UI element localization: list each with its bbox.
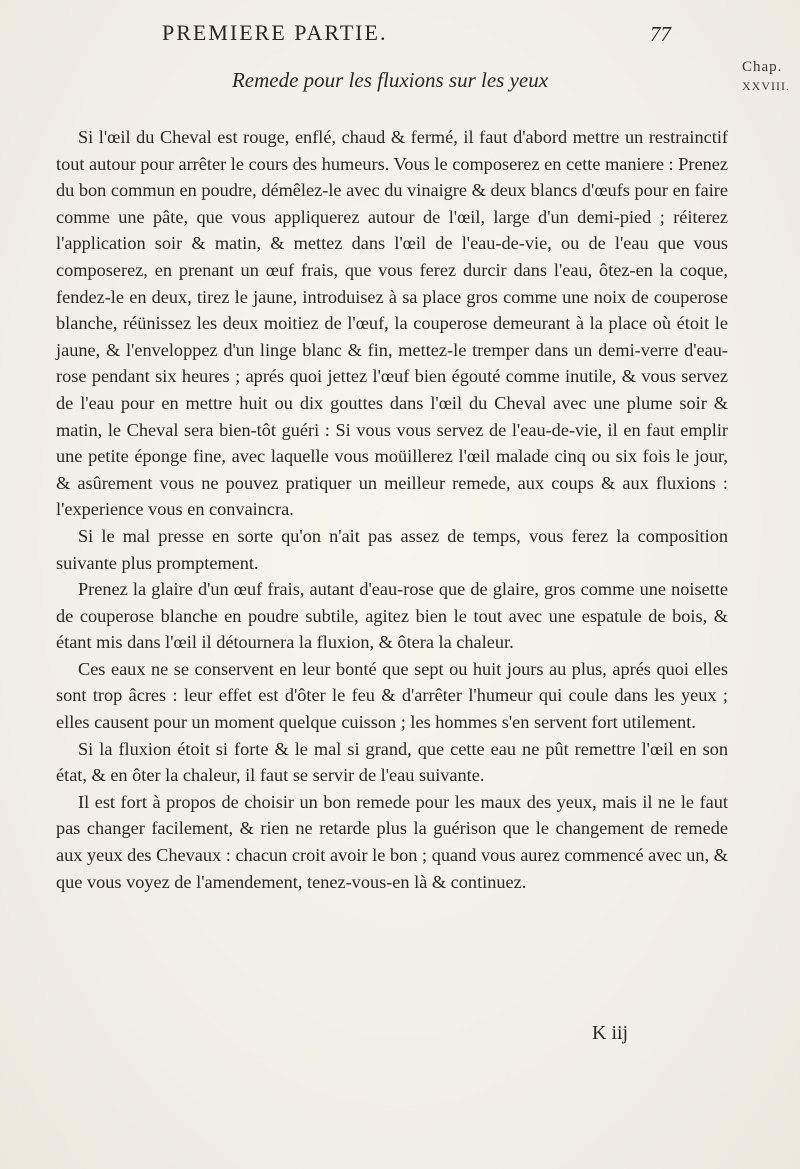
paragraph: Prenez la glaire d'un œuf frais, autant d'eau-rose que de glaire, gros comme une noisette de couperose blanche en poudre subtile, agitez bien le tout avec une espatule de bois, & étant mis dans l'œil il détournera la fluxion, & ôtera la chaleur. xyxy=(56,579,728,653)
chapter-number: XXVIII. xyxy=(742,79,790,93)
section-title: Remede pour les fluxions sur les yeux xyxy=(231,68,549,92)
body-text xyxy=(56,124,728,895)
paragraph: Si la fluxion étoit si forte & le mal si grand, que cette eau ne pût remettre l'œil en son état, & en ôter la chaleur, il faut se servir de l'eau suivante. xyxy=(56,738,728,786)
chapter-label: Chap. xyxy=(742,59,783,75)
page-number: 77 xyxy=(650,22,671,46)
paragraph: Si le mal presse en sorte qu'on n'ait pas assez de temps, vous ferez la composition suivante plus promptement. xyxy=(56,525,728,573)
signature-mark: K iij xyxy=(592,1022,629,1044)
paragraph: Ces eaux ne se conservent en leur bonté que sept ou huit jours au plus, aprés quoi elles sont trop âcres : leur effet est d'ôter le feu & d'arrêter l'humeur qui coule dans les yeux ; elles causent pour un moment quelque cuisson ; les hommes s'en servent fort utilement. xyxy=(56,658,728,733)
paragraph: Il est fort à propos de choisir un bon remede pour les maux des yeux, mais il ne le faut pas changer facilement, & rien ne retarde plus la guérison que le changement de remede aux yeux des Chevaux : chacun croit avoir le bon ; quand vous aurez commencé avec un, & que vous voyez de l'amendement, tenez-vous-en là & continuez. xyxy=(56,791,728,892)
paragraph: Si l'œil du Cheval est rouge, enflé, chaud & fermé, il faut d'abord mettre un restrainctif tout autour pour arrêter le cours des humeurs. Vous le composerez en cette maniere : Prenez du bon commun en poudre, démêlez-le avec du vinaigre & deux blancs d'œufs pour en faire comme une pâte, que vous appliquerez autour de l'œil, large d'un demi-pied ; réiterez l'application soir & matin, & mettez dans l'œil de l'eau-de-vie, ou de l'eau que vous composerez, en prenant un œuf frais, que vous ferez durcir dans l'eau, ôtez-en la coque, fendez-le en deux, tirez le jaune, introduisez à sa place gros comme une noix de couperose blanche, réünissez les deux moitiez de l'œuf, la couperose demeurant à la place où étoit le jaune, & l'enveloppez d'un linge blanc & fin, mettez-le tremper dans un demi-verre d'eau-rose pendant six heures ; aprés quoi jettez l'œuf bien égouté comme inutile, & vous servez de l'eau pour en mettre huit ou dix gouttes dans l'œil du Cheval avec une plume soir & matin, le Cheval sera bien-tôt guéri : Si vous vous servez de l'eau-de-vie, il en faut emplir une petite éponge fine, avec laquelle vous moüillerez l'œil malade cinq ou six fois le jour, & asûrement vous ne pouvez pratiquer un meilleur remede, aux coups & aux fluxions : l'experience vous en convaincra. xyxy=(56,127,728,520)
running-title: PREMIERE PARTIE. xyxy=(162,20,388,45)
